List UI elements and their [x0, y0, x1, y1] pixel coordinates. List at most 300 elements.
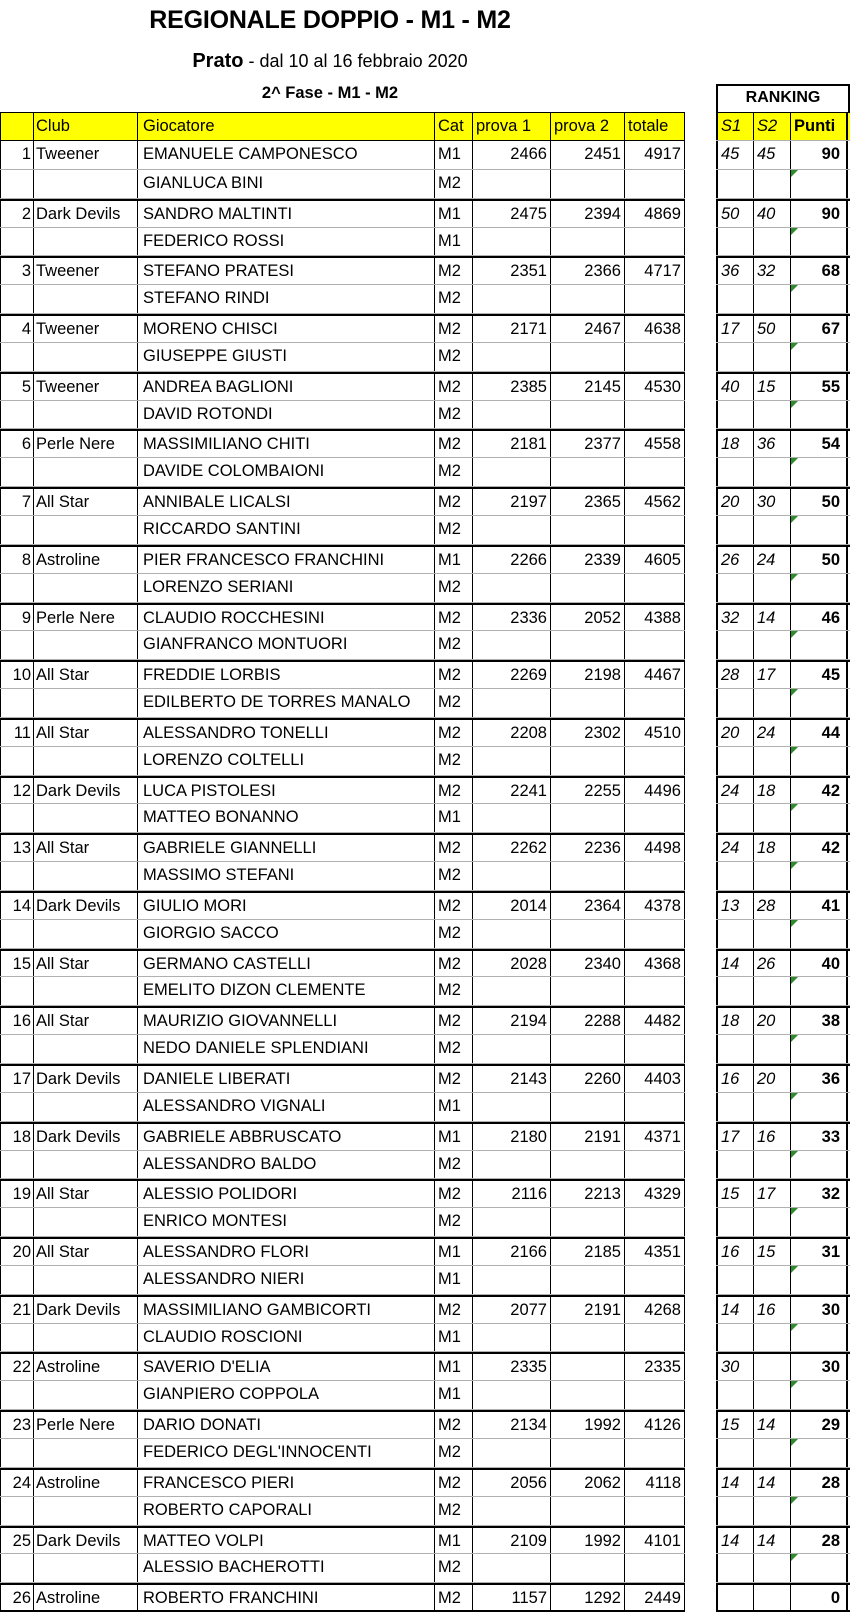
- score-totale: 4496: [625, 778, 685, 804]
- ranking-s2: [754, 516, 791, 544]
- ranking-row: [716, 1497, 850, 1526]
- player-name: GABRIELE ABBRUSCATO: [138, 1124, 435, 1150]
- score-prova2: [551, 516, 625, 544]
- team-position: [0, 170, 34, 198]
- score-prova1: 1157: [473, 1585, 551, 1610]
- player-category: M2: [435, 458, 473, 486]
- player-category: M1: [435, 1324, 473, 1352]
- player-name: EMELITO DIZON CLEMENTE: [138, 977, 435, 1005]
- score-prova1: 2266: [473, 547, 551, 573]
- score-prova1: 2028: [473, 951, 551, 977]
- ranking-punti: [791, 1554, 848, 1582]
- ranking-s2: [754, 1585, 791, 1610]
- table-row: [0, 1381, 685, 1410]
- table-row: [0, 747, 685, 776]
- score-totale: [625, 574, 685, 602]
- ranking-s2: [754, 1554, 791, 1582]
- ranking-s2: [754, 574, 791, 602]
- player-name: STEFANO RINDI: [138, 285, 435, 313]
- team-position: 7: [0, 489, 34, 515]
- team-position: [0, 862, 34, 890]
- score-prova2: [551, 1035, 625, 1063]
- score-totale: 4917: [625, 141, 685, 169]
- player-name: ANNIBALE LICALSI: [138, 489, 435, 515]
- ranking-row: [716, 170, 850, 199]
- score-prova2: 2255: [551, 778, 625, 804]
- score-totale: [625, 228, 685, 256]
- team-club: [34, 1381, 138, 1409]
- team-club: [34, 1151, 138, 1179]
- table-row: [0, 1295, 685, 1324]
- ranking-s1: [716, 1035, 754, 1063]
- team-club: All Star: [34, 1181, 138, 1207]
- player-category: M1: [435, 141, 473, 169]
- ranking-row: [716, 1266, 850, 1295]
- player-category: M2: [435, 1470, 473, 1496]
- table-row: [0, 1554, 685, 1583]
- score-prova2: 2052: [551, 605, 625, 631]
- team-club: Dark Devils: [34, 893, 138, 919]
- team-club: [34, 747, 138, 775]
- ranking-punti: 29: [791, 1412, 848, 1438]
- player-category: M2: [435, 489, 473, 515]
- score-prova1: [473, 285, 551, 313]
- score-prova1: [473, 631, 551, 659]
- player-name: ANDREA BAGLIONI: [138, 374, 435, 400]
- team-club: All Star: [34, 835, 138, 861]
- ranking-row: [716, 285, 850, 314]
- score-prova1: 2171: [473, 316, 551, 342]
- score-prova2: [551, 228, 625, 256]
- ranking-row: [716, 574, 850, 603]
- table-row: [0, 804, 685, 833]
- player-name: ROBERTO CAPORALI: [138, 1497, 435, 1525]
- team-club: [34, 1439, 138, 1467]
- ranking-punti: [791, 747, 848, 775]
- team-position: 10: [0, 662, 34, 688]
- header-totale: totale: [625, 113, 685, 140]
- ranking-row: [716, 1352, 850, 1381]
- player-category: M1: [435, 804, 473, 832]
- score-prova2: 2288: [551, 1008, 625, 1034]
- team-club: Astroline: [34, 547, 138, 573]
- ranking-punti: 30: [791, 1354, 848, 1380]
- ranking-s1: 36: [716, 258, 754, 284]
- table-row: [0, 487, 685, 516]
- ranking-s1: [716, 631, 754, 659]
- score-prova2: [551, 170, 625, 198]
- player-category: M2: [435, 374, 473, 400]
- score-prova2: [551, 977, 625, 1005]
- player-category: M2: [435, 285, 473, 313]
- score-prova1: [473, 574, 551, 602]
- score-prova1: [473, 1439, 551, 1467]
- player-category: M2: [435, 1008, 473, 1034]
- team-club: All Star: [34, 720, 138, 746]
- ranking-row: [716, 372, 850, 401]
- team-position: [0, 574, 34, 602]
- ranking-s2: [754, 1497, 791, 1525]
- ranking-punti: [791, 689, 848, 717]
- ranking-punti: 45: [791, 662, 848, 688]
- score-prova2: 2191: [551, 1124, 625, 1150]
- ranking-punti: 50: [791, 547, 848, 573]
- score-totale: [625, 1497, 685, 1525]
- ranking-s1: [716, 1324, 754, 1352]
- table-row: [0, 1151, 685, 1180]
- table-row: [0, 1497, 685, 1526]
- ranking-row: [716, 141, 850, 170]
- score-totale: 4329: [625, 1181, 685, 1207]
- score-totale: [625, 747, 685, 775]
- team-position: [0, 689, 34, 717]
- ranking-s2: 15: [754, 1239, 791, 1265]
- ranking-body: [716, 141, 850, 1612]
- player-category: M2: [435, 1066, 473, 1092]
- team-position: [0, 1151, 34, 1179]
- team-position: 6: [0, 431, 34, 457]
- ranking-s2: [754, 1266, 791, 1294]
- ranking-s2: 14: [754, 1412, 791, 1438]
- ranking-punti: 36: [791, 1066, 848, 1092]
- score-prova2: 2366: [551, 258, 625, 284]
- score-prova2: 2365: [551, 489, 625, 515]
- team-club: Dark Devils: [34, 1297, 138, 1323]
- score-prova2: 2145: [551, 374, 625, 400]
- player-name: GIANPIERO COPPOLA: [138, 1381, 435, 1409]
- score-prova2: 2394: [551, 201, 625, 227]
- ranking-punti: 33: [791, 1124, 848, 1150]
- player-category: M2: [435, 689, 473, 717]
- team-club: [34, 1035, 138, 1063]
- player-name: GIULIO MORI: [138, 893, 435, 919]
- team-club: [34, 343, 138, 371]
- table-row: [0, 372, 685, 401]
- player-name: MASSIMILIANO CHITI: [138, 431, 435, 457]
- team-position: [0, 1324, 34, 1352]
- team-club: [34, 977, 138, 1005]
- team-club: [34, 862, 138, 890]
- player-category: M2: [435, 516, 473, 544]
- score-prova2: [551, 285, 625, 313]
- ranking-row: [716, 199, 850, 228]
- ranking-s1: [716, 516, 754, 544]
- ranking-s2: 18: [754, 778, 791, 804]
- score-prova2: 2191: [551, 1297, 625, 1323]
- player-name: ROBERTO FRANCHINI: [138, 1585, 435, 1610]
- player-name: MAURIZIO GIOVANNELLI: [138, 1008, 435, 1034]
- ranking-punti: 90: [791, 141, 848, 169]
- team-position: [0, 1208, 34, 1236]
- score-prova1: [473, 1324, 551, 1352]
- ranking-punti: 40: [791, 951, 848, 977]
- score-prova2: [551, 458, 625, 486]
- team-club: All Star: [34, 1008, 138, 1034]
- score-totale: 4562: [625, 489, 685, 515]
- player-name: ALESSANDRO VIGNALI: [138, 1093, 435, 1121]
- ranking-row: [716, 631, 850, 660]
- ranking-row: [716, 1526, 850, 1555]
- ranking-punti: 30: [791, 1297, 848, 1323]
- ranking-row: [716, 1208, 850, 1237]
- player-category: M2: [435, 1412, 473, 1438]
- ranking-punti: [791, 1324, 848, 1352]
- score-prova1: [473, 862, 551, 890]
- table-row: [0, 1035, 685, 1064]
- table-row: [0, 603, 685, 632]
- score-totale: 4558: [625, 431, 685, 457]
- player-category: M2: [435, 343, 473, 371]
- ranking-row: [716, 1410, 850, 1439]
- team-club: Tweener: [34, 258, 138, 284]
- ranking-row: [716, 1583, 850, 1612]
- ranking-s2: 16: [754, 1124, 791, 1150]
- ranking-table: [716, 84, 850, 1612]
- player-name: ENRICO MONTESI: [138, 1208, 435, 1236]
- ranking-punti: 68: [791, 258, 848, 284]
- team-club: [34, 574, 138, 602]
- score-prova1: [473, 1208, 551, 1236]
- ranking-s1: [716, 1093, 754, 1121]
- score-prova2: [551, 804, 625, 832]
- event-location: Prato: [192, 50, 244, 72]
- player-name: GABRIELE GIANNELLI: [138, 835, 435, 861]
- score-prova1: 2181: [473, 431, 551, 457]
- score-prova2: [551, 1497, 625, 1525]
- team-club: Dark Devils: [34, 1528, 138, 1554]
- table-row: [0, 920, 685, 949]
- header-prova2: prova 2: [551, 113, 625, 140]
- team-club: Perle Nere: [34, 431, 138, 457]
- score-totale: 4530: [625, 374, 685, 400]
- ranking-s1: 30: [716, 1354, 754, 1380]
- table-row: [0, 1122, 685, 1151]
- ranking-punti: [791, 862, 848, 890]
- player-category: M2: [435, 631, 473, 659]
- table-row: [0, 1352, 685, 1381]
- table-row: [0, 891, 685, 920]
- table-row: [0, 401, 685, 430]
- ranking-punti: 28: [791, 1528, 848, 1554]
- ranking-row: [716, 401, 850, 430]
- ranking-row: [716, 1035, 850, 1064]
- team-position: 19: [0, 1181, 34, 1207]
- ranking-s2: 14: [754, 605, 791, 631]
- player-name: GIANLUCA BINI: [138, 170, 435, 198]
- ranking-s2: 18: [754, 835, 791, 861]
- ranking-punti: 28: [791, 1470, 848, 1496]
- ranking-punti: 55: [791, 374, 848, 400]
- ranking-s1: [716, 1151, 754, 1179]
- score-prova1: [473, 458, 551, 486]
- ranking-s2: [754, 920, 791, 948]
- team-club: [34, 804, 138, 832]
- score-prova1: 2208: [473, 720, 551, 746]
- score-prova2: 1992: [551, 1412, 625, 1438]
- team-club: Tweener: [34, 141, 138, 169]
- player-category: M2: [435, 778, 473, 804]
- player-category: M1: [435, 547, 473, 573]
- ranking-s1: [716, 689, 754, 717]
- ranking-s1: [716, 747, 754, 775]
- ranking-row: [716, 487, 850, 516]
- team-position: [0, 458, 34, 486]
- ranking-punti: [791, 1439, 848, 1467]
- score-totale: 4403: [625, 1066, 685, 1092]
- score-prova2: 1292: [551, 1585, 625, 1610]
- ranking-s1: [716, 285, 754, 313]
- player-name: MASSIMILIANO GAMBICORTI: [138, 1297, 435, 1323]
- header-s2: S2: [754, 113, 791, 140]
- player-category: M1: [435, 1381, 473, 1409]
- score-prova1: [473, 170, 551, 198]
- score-prova1: 2475: [473, 201, 551, 227]
- ranking-s1: 17: [716, 316, 754, 342]
- ranking-s2: [754, 804, 791, 832]
- player-name: DARIO DONATI: [138, 1412, 435, 1438]
- player-category: M2: [435, 720, 473, 746]
- ranking-s2: 40: [754, 201, 791, 227]
- table-row: [0, 833, 685, 862]
- ranking-punti: [791, 170, 848, 198]
- ranking-row: [716, 343, 850, 372]
- player-category: M2: [435, 574, 473, 602]
- ranking-s1: 15: [716, 1181, 754, 1207]
- team-club: [34, 1208, 138, 1236]
- score-prova2: [551, 401, 625, 429]
- team-position: 1: [0, 141, 34, 169]
- team-position: [0, 285, 34, 313]
- ranking-row: [716, 1295, 850, 1324]
- player-name: SANDRO MALTINTI: [138, 201, 435, 227]
- player-category: M1: [435, 1354, 473, 1380]
- team-position: 5: [0, 374, 34, 400]
- ranking-s2: 20: [754, 1066, 791, 1092]
- ranking-row: [716, 458, 850, 487]
- score-prova1: 2116: [473, 1181, 551, 1207]
- team-club: [34, 1497, 138, 1525]
- score-prova1: [473, 977, 551, 1005]
- ranking-s2: 36: [754, 431, 791, 457]
- score-prova1: [473, 920, 551, 948]
- player-category: M2: [435, 1208, 473, 1236]
- score-prova1: [473, 401, 551, 429]
- score-totale: 4371: [625, 1124, 685, 1150]
- team-position: 20: [0, 1239, 34, 1265]
- ranking-row: [716, 545, 850, 574]
- team-position: [0, 1093, 34, 1121]
- score-totale: [625, 458, 685, 486]
- ranking-s1: 18: [716, 431, 754, 457]
- score-totale: [625, 920, 685, 948]
- score-prova2: 1992: [551, 1528, 625, 1554]
- player-category: M1: [435, 1093, 473, 1121]
- team-position: 11: [0, 720, 34, 746]
- results-header-row: [0, 112, 685, 141]
- score-prova1: [473, 747, 551, 775]
- score-totale: [625, 1439, 685, 1467]
- team-position: 13: [0, 835, 34, 861]
- ranking-s2: 17: [754, 1181, 791, 1207]
- score-prova1: [473, 1093, 551, 1121]
- ranking-s2: [754, 977, 791, 1005]
- ranking-punti: [791, 1381, 848, 1409]
- score-prova1: [473, 1151, 551, 1179]
- score-totale: 4467: [625, 662, 685, 688]
- page-title: REGIONALE DOPPIO - M1 - M2: [149, 6, 511, 34]
- score-prova2: 2364: [551, 893, 625, 919]
- score-prova2: [551, 920, 625, 948]
- table-row: [0, 516, 685, 545]
- team-position: 23: [0, 1412, 34, 1438]
- score-totale: [625, 1151, 685, 1179]
- team-position: 16: [0, 1008, 34, 1034]
- team-position: 24: [0, 1470, 34, 1496]
- player-category: M2: [435, 1554, 473, 1582]
- ranking-s1: [716, 401, 754, 429]
- player-category: M2: [435, 951, 473, 977]
- table-row: [0, 718, 685, 747]
- score-prova2: [551, 1439, 625, 1467]
- team-position: 21: [0, 1297, 34, 1323]
- table-row: [0, 314, 685, 343]
- team-position: 18: [0, 1124, 34, 1150]
- ranking-punti: [791, 1151, 848, 1179]
- score-totale: 4118: [625, 1470, 685, 1496]
- ranking-s2: 30: [754, 489, 791, 515]
- score-prova2: 2340: [551, 951, 625, 977]
- ranking-s1: 14: [716, 951, 754, 977]
- table-row: [0, 458, 685, 487]
- score-prova1: [473, 1381, 551, 1409]
- player-category: M2: [435, 835, 473, 861]
- ranking-s2: [754, 1093, 791, 1121]
- player-name: CLAUDIO ROCCHESINI: [138, 605, 435, 631]
- score-prova1: 2014: [473, 893, 551, 919]
- ranking-s2: [754, 1439, 791, 1467]
- ranking-s1: 26: [716, 547, 754, 573]
- score-prova1: [473, 689, 551, 717]
- table-row: [0, 1410, 685, 1439]
- player-name: ALESSANDRO FLORI: [138, 1239, 435, 1265]
- team-position: 9: [0, 605, 34, 631]
- ranking-s1: 18: [716, 1008, 754, 1034]
- score-prova1: 2166: [473, 1239, 551, 1265]
- ranking-s1: [716, 228, 754, 256]
- team-club: [34, 228, 138, 256]
- ranking-s1: 28: [716, 662, 754, 688]
- table-row: [0, 1006, 685, 1035]
- ranking-row: [716, 1468, 850, 1497]
- ranking-punti: [791, 343, 848, 371]
- player-name: MORENO CHISCI: [138, 316, 435, 342]
- ranking-s2: [754, 1381, 791, 1409]
- team-club: Tweener: [34, 374, 138, 400]
- ranking-s2: 28: [754, 893, 791, 919]
- team-position: [0, 1554, 34, 1582]
- score-prova2: [551, 343, 625, 371]
- score-prova1: 2109: [473, 1528, 551, 1554]
- header-player: Giocatore: [138, 113, 435, 140]
- ranking-punti: [791, 1266, 848, 1294]
- score-prova1: 2134: [473, 1412, 551, 1438]
- table-row: [0, 1468, 685, 1497]
- ranking-row: [716, 228, 850, 257]
- player-name: NEDO DANIELE SPLENDIANI: [138, 1035, 435, 1063]
- score-prova1: 2241: [473, 778, 551, 804]
- ranking-punti: [791, 516, 848, 544]
- team-club: Astroline: [34, 1470, 138, 1496]
